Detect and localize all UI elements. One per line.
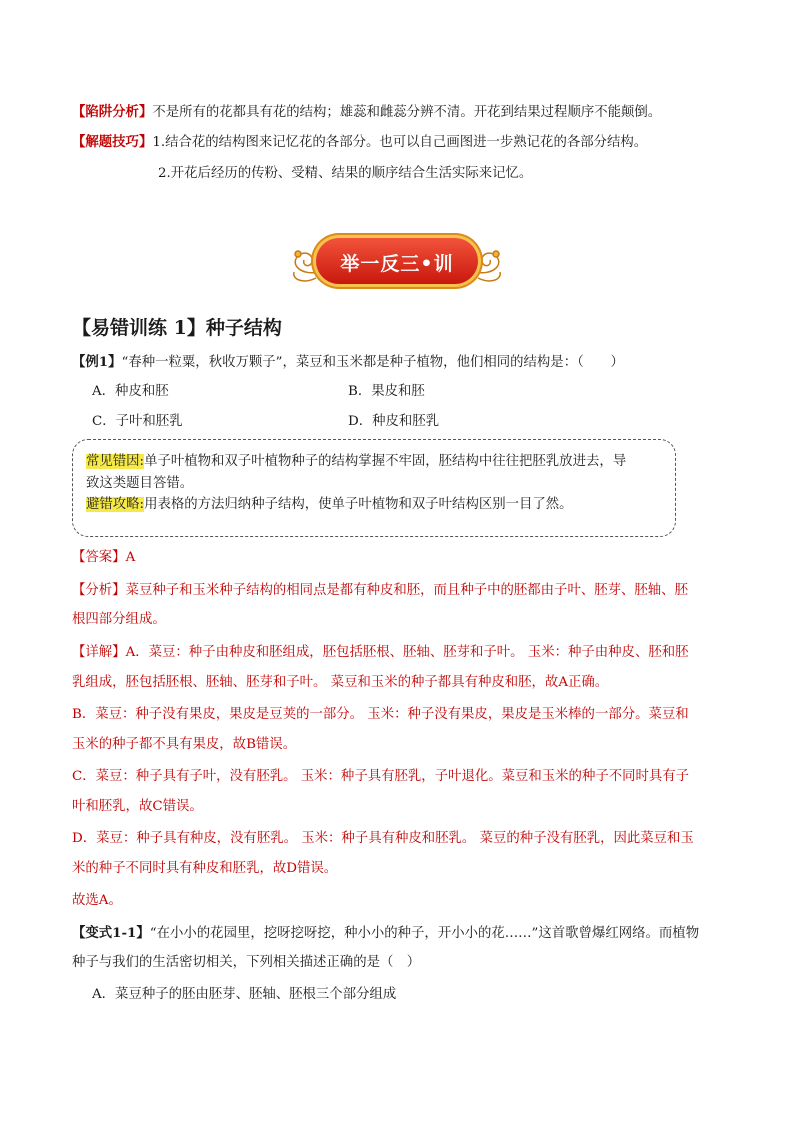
pitfall-text: 不是所有的花都具有花的结构；雄蕊和雌蕊分辨不清。开花到结果过程顺序不能颠倒。	[152, 105, 662, 120]
analysis-line1	[72, 581, 688, 601]
option-c: C．子叶和胚乳	[92, 414, 183, 429]
answer-value: A	[125, 550, 136, 565]
error-label: 常见错因:	[86, 454, 145, 469]
example1-question	[72, 352, 624, 373]
detail-b2: 玉米的种子都不具有果皮，故B错误。	[72, 737, 297, 752]
pitfall-paragraph	[72, 102, 661, 123]
analysis-line2: 根四部分组成。	[72, 612, 166, 627]
tips-paragraph	[72, 132, 647, 153]
banner-text: 举一反三•训	[340, 253, 454, 275]
detail-a1-text: A．菜豆：种子由种皮和胚组成，胚包括胚根、胚轴、胚芽和子叶。 玉米：种子由种皮、胚和胚	[125, 645, 689, 660]
banner-pill	[316, 238, 478, 284]
error-text1: 单子叶植物和双子叶植物种子的结构掌握不牢固，胚结构中往往把胚乳放进去，导	[144, 454, 627, 469]
analysis-text1: 菜豆种子和玉米种子结构的相同点是都有种皮和胚，而且种子中的胚都由子叶、胚芽、胚轴、胚	[125, 583, 688, 598]
error-line1	[86, 452, 626, 472]
variant-text1: “在小小的花园里，挖呀挖呀挖，种小小的种子，开小小的花……”这首歌曾爆红网络。而植物	[149, 926, 700, 941]
avoid-line	[86, 495, 573, 515]
detail-a2: 乳组成，胚包括胚根、胚轴、胚芽和子叶。 菜豆和玉米的种子都具有种皮和胚，故A正确。	[72, 675, 609, 690]
detail-c1: C．菜豆：种子具有子叶，没有胚乳。 玉米：种子具有胚乳，子叶退化。菜豆和玉米的种子不同时具有子	[72, 769, 690, 784]
variant-tag: 【变式1-1】	[72, 925, 150, 941]
detail-choice: 故选A。	[72, 893, 122, 908]
answer-line	[72, 548, 135, 568]
avoid-text: 用表格的方法归纳种子结构，使单子叶植物和双子叶结构区别一目了然。	[144, 497, 573, 512]
detail-d1: D．菜豆：种子具有种皮，没有胚乳。 玉米：种子具有种皮和胚乳。 菜豆的种子没有胚乳，因此菜豆和玉	[72, 831, 694, 846]
analysis-tag: 【分析】	[72, 583, 126, 598]
answer-tag: 【答案】	[72, 550, 126, 565]
avoid-label: 避错攻略:	[86, 497, 145, 512]
detail-tag: 【详解】	[72, 645, 126, 660]
option-a: A．种皮和胚	[92, 384, 169, 399]
error-text2: 致这类题目答错。	[86, 476, 194, 491]
option-b: B．果皮和胚	[348, 384, 425, 399]
variant-option-a: A．菜豆种子的胚由胚芽、胚轴、胚根三个部分组成	[92, 987, 397, 1002]
variant-line2: 种子与我们的生活密切相关，下列相关描述正确的是（ ）	[72, 955, 421, 970]
variant-line1	[72, 923, 699, 944]
detail-c2: 叶和胚乳，故C错误。	[72, 799, 203, 814]
section-title: 【易错训练 1】种子结构	[72, 317, 282, 339]
tips-line2: 2.开花后经历的传粉、受精、结果的顺序结合生活实际来记忆。	[158, 166, 533, 181]
example1-text: “春种一粒粟，秋收万颗子”，菜豆和玉米都是种子植物，他们相同的结构是：（ ）	[121, 355, 624, 370]
example1-tag: 【例1】	[72, 354, 122, 370]
detail-d2: 米的种子不同时具有种皮和胚乳，故D错误。	[72, 861, 338, 876]
option-d: D．种皮和胚乳	[348, 414, 440, 429]
tips-line1: 1.结合花的结构图来记忆花的各部分。也可以自己画图进一步熟记花的各部分结构。	[152, 135, 648, 150]
detail-b1: B．菜豆：种子没有果皮，果皮是豆荚的一部分。 玉米：种子没有果皮，果皮是玉米棒的一部分。菜豆和	[72, 707, 689, 722]
pitfall-tag: 【陷阱分析】	[72, 104, 153, 120]
tips-tag: 【解题技巧】	[72, 134, 153, 150]
section-banner	[286, 232, 508, 290]
detail-a1	[72, 643, 689, 663]
